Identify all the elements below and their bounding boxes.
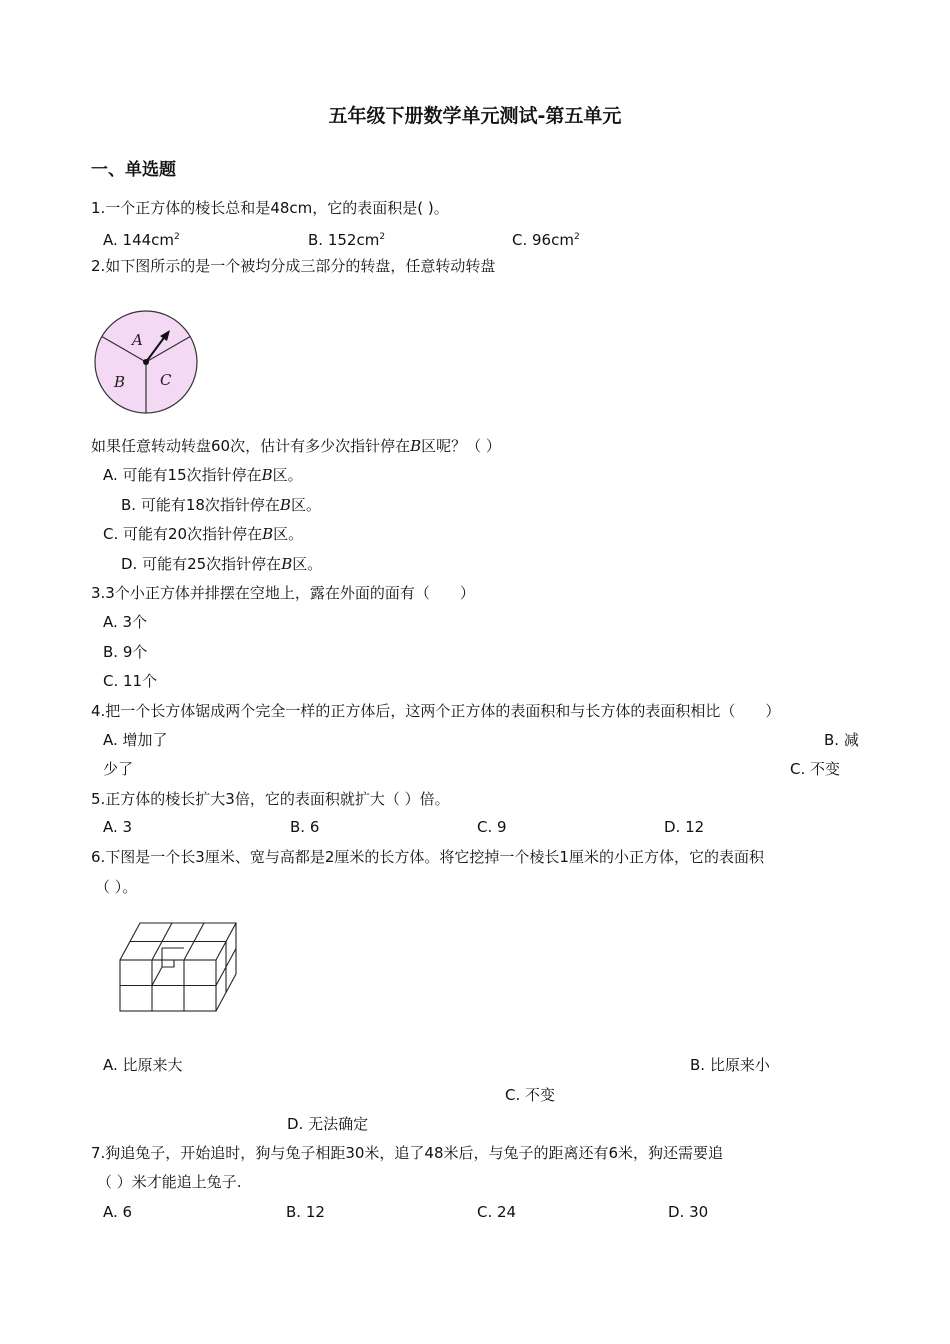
option-variable: B	[262, 525, 274, 543]
question-4-stem: 4.把一个长方体锯成两个完全一样的正方体后，这两个正方体的表面积和与长方体的表面积相比（ ）	[91, 702, 781, 720]
question-7-option-d[interactable]: D. 30	[668, 1203, 709, 1221]
question-3-option-a[interactable]: A. 3个	[103, 613, 148, 631]
question-6-option-d[interactable]: D. 无法确定	[287, 1115, 369, 1133]
question-2-option-d[interactable]	[121, 554, 322, 574]
option-label: A. 144cm	[103, 231, 175, 249]
option-label: 区。	[290, 496, 321, 514]
question-1-option-a[interactable]	[103, 227, 180, 250]
followup-text: 区呢？（ ）	[421, 437, 501, 455]
option-variable: B	[261, 466, 273, 484]
question-3-option-b[interactable]: B. 9个	[103, 643, 148, 661]
option-label: D. 可能有25次指针停在	[121, 555, 282, 573]
question-7-option-c[interactable]: C. 24	[477, 1203, 517, 1221]
question-5-option-c[interactable]: C. 9	[477, 818, 507, 836]
page-title: 五年级下册数学单元测试-第五单元	[328, 105, 622, 127]
question-5-option-d[interactable]: D. 12	[664, 818, 705, 836]
spinner-figure	[90, 306, 202, 418]
question-7-stem: 7.狗追兔子，开始追时，狗与兔子相距30米，追了48米后，与兔子的距离还有6米，狗还需要追	[91, 1144, 724, 1162]
question-7-option-b[interactable]: B. 12	[286, 1203, 325, 1221]
question-6-option-a[interactable]: A. 比原来大	[103, 1056, 183, 1074]
question-3-option-c[interactable]: C. 11个	[103, 672, 158, 690]
option-label: 区。	[292, 555, 323, 573]
spinner-label-c: C	[160, 371, 172, 389]
option-label: 区。	[272, 466, 303, 484]
question-2-option-b[interactable]	[121, 495, 321, 515]
question-4-option-b[interactable]: B. 减	[824, 731, 859, 749]
followup-variable: B	[410, 437, 422, 455]
option-variable: B	[281, 555, 293, 573]
section-heading: 一、单选题	[91, 160, 176, 180]
question-2-option-c[interactable]	[103, 524, 303, 544]
question-7-option-a[interactable]: A. 6	[103, 1203, 133, 1221]
question-6-option-c[interactable]: C. 不变	[505, 1086, 556, 1104]
question-3-stem: 3.3个小正方体并排摆在空地上，露在外面的面有（ ）	[91, 584, 475, 602]
option-label: C. 96cm	[512, 231, 574, 249]
question-1-option-c[interactable]	[512, 227, 580, 250]
spinner-center	[143, 359, 149, 365]
question-6-option-b[interactable]: B. 比原来小	[690, 1056, 770, 1074]
superscript: 2	[573, 232, 580, 242]
superscript: 2	[379, 232, 386, 242]
question-4-option-c[interactable]: C. 不变	[790, 760, 841, 778]
question-4-option-b-continued[interactable]: 少了	[103, 760, 134, 778]
option-label: B. 152cm	[308, 231, 380, 249]
option-variable: B	[279, 496, 291, 514]
question-6-stem: 6.下图是一个长3厘米、宽与高都是2厘米的长方体。将它挖掉一个棱长1厘米的小正方体，它的表面积	[91, 848, 764, 866]
question-7-stem-continued: （ ）米才能追上兔子.	[97, 1173, 242, 1191]
question-2-option-a[interactable]	[103, 465, 303, 485]
followup-text: 如果任意转动转盘60次，估计有多少次指针停在	[91, 437, 411, 455]
question-1-option-b[interactable]	[308, 227, 385, 250]
question-1-stem: 1.一个正方体的棱长总和是48cm，它的表面积是( )。	[91, 199, 449, 217]
question-6-stem-continued: （ ）。	[95, 878, 138, 896]
spinner-label-b: B	[114, 373, 126, 391]
option-label: 区。	[273, 525, 304, 543]
question-2-followup	[91, 436, 501, 456]
option-label: C. 可能有20次指针停在	[103, 525, 263, 543]
question-5-option-a[interactable]: A. 3	[103, 818, 133, 836]
cuboid-figure	[110, 915, 260, 1020]
option-label: A. 可能有15次指针停在	[103, 466, 262, 484]
superscript: 2	[174, 232, 180, 242]
question-5-option-b[interactable]: B. 6	[290, 818, 320, 836]
question-2-stem: 2.如下图所示的是一个被均分成三部分的转盘，任意转动转盘	[91, 257, 496, 275]
spinner-label-a: A	[132, 331, 143, 349]
option-label: B. 可能有18次指针停在	[121, 496, 280, 514]
question-5-stem: 5.正方体的棱长扩大3倍，它的表面积就扩大（ ）倍。	[91, 790, 450, 808]
question-4-option-a[interactable]: A. 增加了	[103, 731, 168, 749]
